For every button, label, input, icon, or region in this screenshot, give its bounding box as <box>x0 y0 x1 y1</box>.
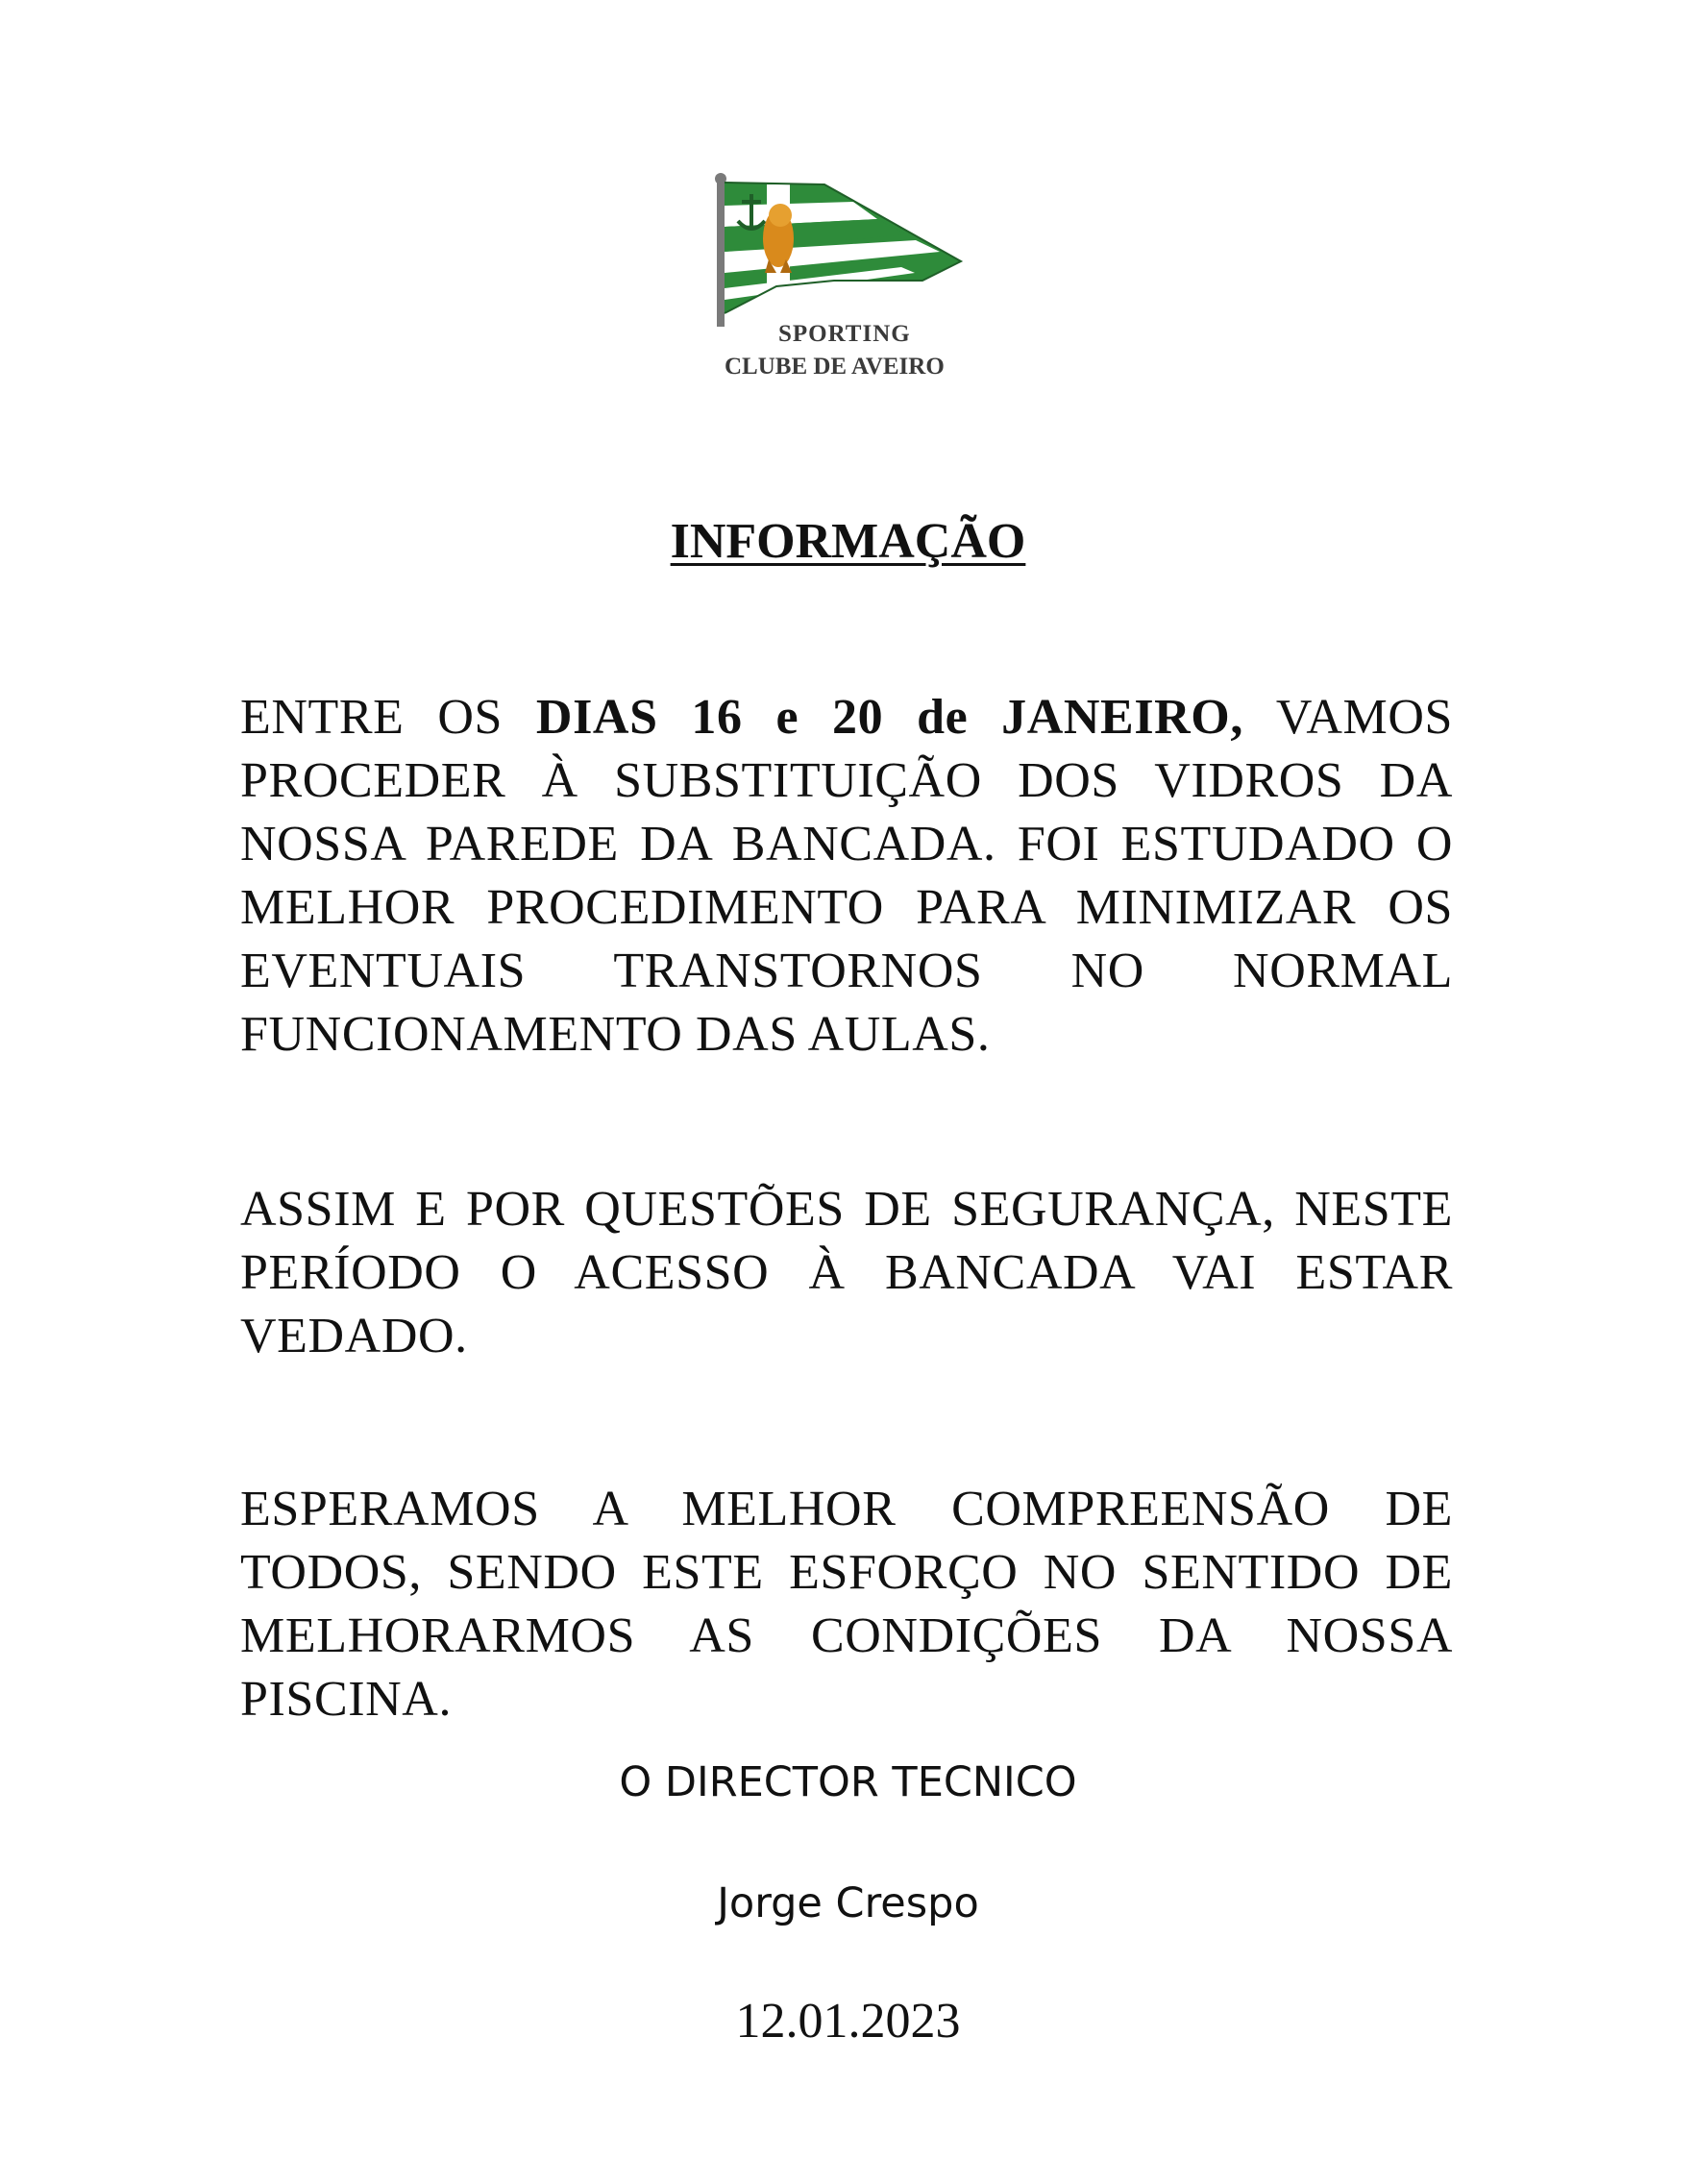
paragraph-schedule <box>240 686 1453 1067</box>
club-logo <box>709 173 988 394</box>
logo-text-club: CLUBE DE AVEIRO <box>725 354 945 380</box>
paragraph-schedule-dates: DIAS 16 e 20 de JANEIRO, <box>535 690 1243 745</box>
paragraph-closing: ESPERAMOS A MELHOR COMPREENSÃO DE TODOS, SENDO ESTE ESFORÇO NO SENTIDO DE MELHORARMOS AS CONDIÇÕES DA NOSSA PISCINA. <box>240 1482 1453 1727</box>
page-title <box>0 513 1696 570</box>
signature-name: Jorge Crespo <box>717 1879 979 1927</box>
document-date: 12.01.2023 <box>735 1994 961 2049</box>
signature-role: O DIRECTOR TECNICO <box>619 1758 1077 1806</box>
logo-text-sporting: SPORTING <box>778 321 911 347</box>
flag-icon <box>709 173 988 327</box>
paragraph-safety: ASSIM E POR QUESTÕES DE SEGURANÇA, NESTE PERÍODO O ACESSO À BANCADA VAI ESTAR VEDADO. <box>240 1182 1453 1363</box>
flag-pole <box>717 179 725 327</box>
paragraph-schedule-lead: ENTRE OS <box>240 690 536 745</box>
title-text: INFORMAÇÃO <box>670 514 1026 569</box>
paragraph-schedule-rest: VAMOS PROCEDER À SUBSTITUIÇÃO DOS VIDROS DA NOSSA PAREDE DA BANCADA. FOI ESTUDADO O MELHOR PROCEDIMENTO PARA MINIMIZAR OS EVENTUAIS TRANSTORNOS NO NORMAL FUNCIONAMENTO DAS AULAS. <box>240 690 1453 1062</box>
